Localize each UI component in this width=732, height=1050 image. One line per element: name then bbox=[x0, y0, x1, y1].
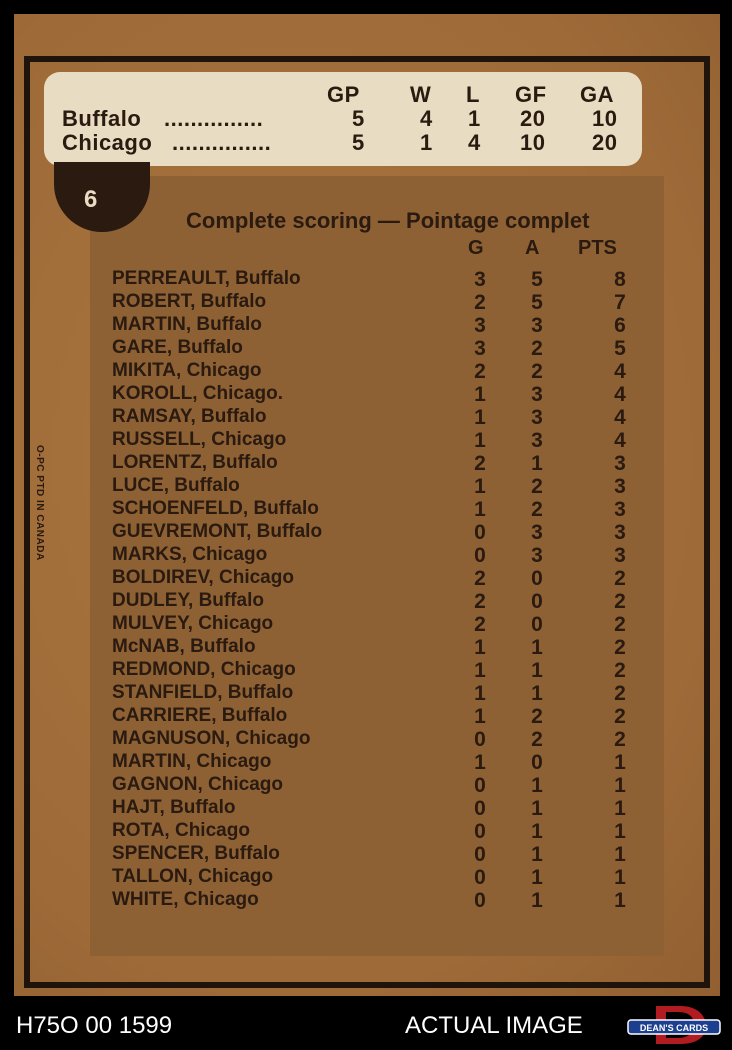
player-assists: 5 bbox=[531, 291, 543, 314]
player-assists: 3 bbox=[531, 544, 543, 567]
player-name: LORENTZ, Buffalo bbox=[112, 452, 278, 473]
player-row bbox=[112, 728, 632, 751]
header-gp: GP bbox=[327, 82, 360, 107]
player-goals: 2 bbox=[474, 291, 486, 314]
buffalo-ga: 10 bbox=[592, 106, 618, 131]
buffalo-w: 4 bbox=[420, 106, 433, 131]
player-points: 5 bbox=[614, 337, 626, 360]
player-name: RUSSELL, Chicago bbox=[112, 429, 287, 450]
player-assists: 5 bbox=[531, 268, 543, 291]
dots: ............... bbox=[164, 106, 264, 131]
player-name: MARTIN, Buffalo bbox=[112, 314, 262, 335]
player-row bbox=[112, 360, 632, 383]
player-name: MARTIN, Chicago bbox=[112, 751, 272, 772]
player-name: KOROLL, Chicago. bbox=[112, 383, 283, 404]
player-assists: 2 bbox=[531, 360, 543, 383]
player-name: GARE, Buffalo bbox=[112, 337, 243, 358]
player-row bbox=[112, 636, 632, 659]
player-assists: 1 bbox=[531, 636, 543, 659]
header-assists: A bbox=[525, 237, 540, 259]
player-assists: 3 bbox=[531, 429, 543, 452]
player-assists: 0 bbox=[531, 613, 543, 636]
player-row bbox=[112, 682, 632, 705]
player-points: 4 bbox=[614, 360, 626, 383]
player-goals: 2 bbox=[474, 452, 486, 475]
player-goals: 0 bbox=[474, 820, 486, 843]
player-goals: 0 bbox=[474, 774, 486, 797]
player-goals: 2 bbox=[474, 590, 486, 613]
buffalo-l: 1 bbox=[468, 106, 481, 131]
player-row bbox=[112, 337, 632, 360]
scoring-list bbox=[112, 268, 632, 912]
player-name: SCHOENFELD, Buffalo bbox=[112, 498, 319, 519]
player-row bbox=[112, 774, 632, 797]
svg-text:DEAN'S CARDS: DEAN'S CARDS bbox=[639, 1023, 709, 1033]
player-name: DUDLEY, Buffalo bbox=[112, 590, 264, 611]
player-assists: 2 bbox=[531, 498, 543, 521]
player-points: 1 bbox=[614, 774, 626, 797]
card-number: 6 bbox=[84, 186, 98, 213]
player-points: 3 bbox=[614, 521, 626, 544]
player-points: 1 bbox=[614, 843, 626, 866]
player-points: 2 bbox=[614, 682, 626, 705]
player-name: CARRIERE, Buffalo bbox=[112, 705, 288, 726]
player-assists: 0 bbox=[531, 567, 543, 590]
player-goals: 0 bbox=[474, 843, 486, 866]
player-assists: 1 bbox=[531, 797, 543, 820]
player-name: TALLON, Chicago bbox=[112, 866, 274, 887]
player-name: STANFIELD, Buffalo bbox=[112, 682, 294, 703]
player-row bbox=[112, 705, 632, 728]
player-points: 2 bbox=[614, 705, 626, 728]
player-assists: 1 bbox=[531, 774, 543, 797]
player-points: 3 bbox=[614, 544, 626, 567]
player-name: MAGNUSON, Chicago bbox=[112, 728, 311, 749]
player-assists: 2 bbox=[531, 728, 543, 751]
player-goals: 2 bbox=[474, 567, 486, 590]
player-assists: 3 bbox=[531, 383, 543, 406]
player-assists: 3 bbox=[531, 406, 543, 429]
player-name: LUCE, Buffalo bbox=[112, 475, 240, 496]
player-points: 3 bbox=[614, 452, 626, 475]
player-row bbox=[112, 843, 632, 866]
player-row bbox=[112, 291, 632, 314]
player-row bbox=[112, 659, 632, 682]
player-points: 4 bbox=[614, 406, 626, 429]
player-name: GUEVREMONT, Buffalo bbox=[112, 521, 323, 542]
player-assists: 1 bbox=[531, 682, 543, 705]
player-goals: 3 bbox=[474, 337, 486, 360]
header-gf: GF bbox=[515, 82, 547, 107]
player-name: GAGNON, Chicago bbox=[112, 774, 284, 795]
player-goals: 3 bbox=[474, 314, 486, 337]
player-goals: 1 bbox=[474, 682, 486, 705]
player-points: 1 bbox=[614, 797, 626, 820]
player-assists: 1 bbox=[531, 843, 543, 866]
player-goals: 0 bbox=[474, 889, 486, 912]
player-name: RAMSAY, Buffalo bbox=[112, 406, 267, 427]
player-name: MARKS, Chicago bbox=[112, 544, 268, 565]
player-row bbox=[112, 452, 632, 475]
header-l: L bbox=[466, 82, 480, 107]
buffalo-gp: 5 bbox=[352, 106, 365, 131]
printed-in-canada-text: O-PC PTD IN CANADA bbox=[34, 445, 45, 561]
player-points: 2 bbox=[614, 567, 626, 590]
player-points: 1 bbox=[614, 866, 626, 889]
player-points: 3 bbox=[614, 475, 626, 498]
player-goals: 0 bbox=[474, 728, 486, 751]
player-row bbox=[112, 406, 632, 429]
player-points: 1 bbox=[614, 889, 626, 912]
player-name: SPENCER, Buffalo bbox=[112, 843, 280, 864]
player-row bbox=[112, 521, 632, 544]
player-assists: 0 bbox=[531, 751, 543, 774]
buffalo-gf: 20 bbox=[520, 106, 546, 131]
player-goals: 0 bbox=[474, 797, 486, 820]
player-goals: 3 bbox=[474, 268, 486, 291]
header-ga: GA bbox=[580, 82, 614, 107]
player-goals: 1 bbox=[474, 498, 486, 521]
player-row bbox=[112, 544, 632, 567]
player-name: HAJT, Buffalo bbox=[112, 797, 236, 818]
player-goals: 0 bbox=[474, 544, 486, 567]
actual-image-label: ACTUAL IMAGE bbox=[405, 1012, 583, 1039]
player-name: ROBERT, Buffalo bbox=[112, 291, 267, 312]
player-goals: 0 bbox=[474, 521, 486, 544]
player-name: ROTA, Chicago bbox=[112, 820, 250, 841]
header-points: PTS bbox=[578, 237, 617, 259]
chicago-gp: 5 bbox=[352, 130, 365, 155]
player-row bbox=[112, 751, 632, 774]
player-points: 2 bbox=[614, 659, 626, 682]
player-assists: 1 bbox=[531, 889, 543, 912]
player-points: 8 bbox=[614, 268, 626, 291]
chicago-ga: 20 bbox=[592, 130, 618, 155]
player-row bbox=[112, 429, 632, 452]
player-assists: 2 bbox=[531, 337, 543, 360]
player-row bbox=[112, 567, 632, 590]
player-name: PERREAULT, Buffalo bbox=[112, 268, 301, 289]
player-points: 1 bbox=[614, 751, 626, 774]
player-goals: 1 bbox=[474, 383, 486, 406]
inventory-code: H75O 00 1599 bbox=[16, 1012, 173, 1039]
player-assists: 1 bbox=[531, 452, 543, 475]
deans-cards-logo-icon bbox=[626, 1004, 722, 1046]
chicago-w: 1 bbox=[420, 130, 433, 155]
dots: ............... bbox=[172, 130, 272, 155]
player-row bbox=[112, 797, 632, 820]
player-points: 4 bbox=[614, 383, 626, 406]
scoring-title: Complete scoring — Pointage complet bbox=[186, 208, 590, 233]
player-goals: 1 bbox=[474, 475, 486, 498]
player-name: WHITE, Chicago bbox=[112, 889, 259, 910]
player-row bbox=[112, 889, 632, 912]
team-buffalo: Buffalo bbox=[62, 106, 142, 131]
player-goals: 0 bbox=[474, 866, 486, 889]
player-row bbox=[112, 383, 632, 406]
header-w: W bbox=[410, 82, 432, 107]
player-name: MIKITA, Chicago bbox=[112, 360, 262, 381]
player-goals: 2 bbox=[474, 613, 486, 636]
player-name: BOLDIREV, Chicago bbox=[112, 567, 294, 588]
player-assists: 1 bbox=[531, 866, 543, 889]
header-goals: G bbox=[468, 237, 484, 259]
player-points: 2 bbox=[614, 728, 626, 751]
player-points: 2 bbox=[614, 636, 626, 659]
player-points: 6 bbox=[614, 314, 626, 337]
player-points: 3 bbox=[614, 498, 626, 521]
player-points: 7 bbox=[614, 291, 626, 314]
player-row bbox=[112, 820, 632, 843]
player-assists: 3 bbox=[531, 521, 543, 544]
chicago-gf: 10 bbox=[520, 130, 546, 155]
player-points: 2 bbox=[614, 613, 626, 636]
player-assists: 2 bbox=[531, 705, 543, 728]
team-chicago: Chicago bbox=[62, 130, 153, 155]
player-goals: 1 bbox=[474, 659, 486, 682]
player-goals: 2 bbox=[474, 360, 486, 383]
player-assists: 0 bbox=[531, 590, 543, 613]
player-goals: 1 bbox=[474, 636, 486, 659]
player-row bbox=[112, 268, 632, 291]
player-row bbox=[112, 613, 632, 636]
player-name: REDMOND, Chicago bbox=[112, 659, 296, 680]
player-points: 2 bbox=[614, 590, 626, 613]
player-assists: 3 bbox=[531, 314, 543, 337]
player-row bbox=[112, 498, 632, 521]
player-row bbox=[112, 590, 632, 613]
player-goals: 1 bbox=[474, 705, 486, 728]
player-row bbox=[112, 475, 632, 498]
player-row bbox=[112, 866, 632, 889]
player-assists: 1 bbox=[531, 820, 543, 843]
player-row bbox=[112, 314, 632, 337]
player-assists: 1 bbox=[531, 659, 543, 682]
player-name: MULVEY, Chicago bbox=[112, 613, 274, 634]
player-points: 1 bbox=[614, 820, 626, 843]
player-assists: 2 bbox=[531, 475, 543, 498]
player-goals: 1 bbox=[474, 751, 486, 774]
player-goals: 1 bbox=[474, 429, 486, 452]
chicago-l: 4 bbox=[468, 130, 481, 155]
player-points: 4 bbox=[614, 429, 626, 452]
player-goals: 1 bbox=[474, 406, 486, 429]
player-name: McNAB, Buffalo bbox=[112, 636, 256, 657]
